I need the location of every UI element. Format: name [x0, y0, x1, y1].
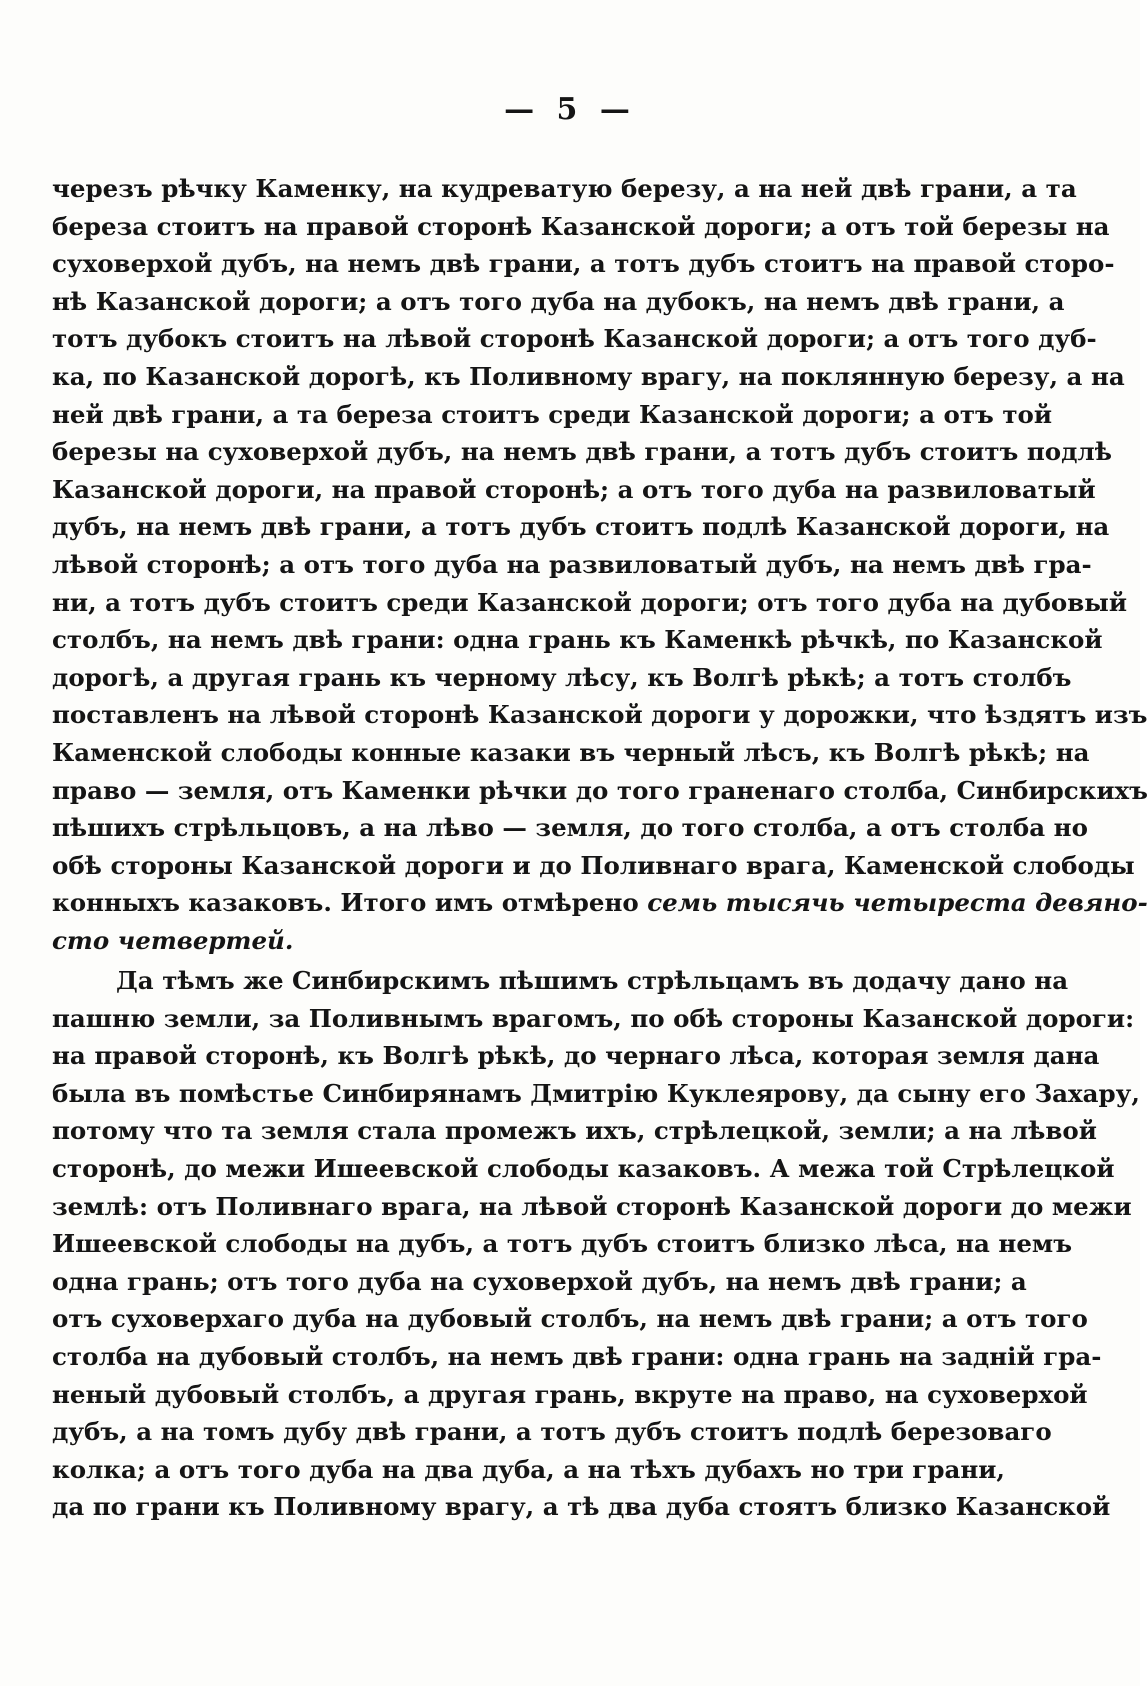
- text-line: потому что та земля стала промежъ ихъ, стрѣлецкой, земли; а на лѣвой: [52, 1116, 1097, 1146]
- italic-text-segment: семь тысячь четыреста девяно-: [647, 888, 1148, 918]
- text-line: одна грань; отъ того дуба на суховерхой дубъ, на немъ двѣ грани; а: [52, 1266, 1027, 1296]
- text-line: Каменской слободы конные казаки въ черный лѣсъ, къ Волгѣ рѣкѣ; на: [52, 737, 1090, 767]
- text-line-closing: сто четвертей.: [52, 925, 294, 955]
- text-line: черезъ рѣчку Каменку, на кудреватую березу, а на ней двѣ грани, а та: [52, 174, 1077, 203]
- text-line: ней двѣ грани, а та береза стоитъ среди Казанской дороги; а отъ той: [52, 399, 1053, 429]
- text-line: пѣшихъ стрѣльцовъ, а на лѣво — земля, до того столба, а отъ столба но: [52, 813, 1088, 843]
- text-line: суховерхой дубъ, на немъ двѣ грани, а тотъ дубъ стоитъ на правой сторо-: [52, 249, 1115, 279]
- text-line: дубъ, а на томъ дубу двѣ грани, а тотъ дубъ стоитъ подлѣ березоваго: [52, 1417, 1052, 1447]
- text-line: дорогѣ, а другая грань къ черному лѣсу, къ Волгѣ рѣкѣ; а тотъ столбъ: [52, 662, 1072, 692]
- text-line: ни, а тотъ дубъ стоитъ среди Казанской дороги; отъ того дуба на дубовый: [52, 587, 1128, 617]
- text-line-indented: Да тѣмъ же Синбирскимъ пѣшимъ стрѣльцамъ въ додачу дано на: [116, 966, 1069, 995]
- text-line: колка; а отъ того дуба на два дуба, а на тѣхъ дубахъ но три грани,: [52, 1454, 1005, 1484]
- text-line: береза стоитъ на правой сторонѣ Казанской дороги; а отъ той березы на: [52, 211, 1110, 241]
- text-line: пашню земли, за Поливнымъ врагомъ, по обѣ стороны Казанской дороги:: [52, 1003, 1135, 1033]
- text-line: отъ суховерхаго дуба на дубовый столбъ, на немъ двѣ грани; а отъ того: [52, 1304, 1088, 1334]
- paragraph-1: [52, 170, 1148, 959]
- text-line: березы на суховерхой дубъ, на немъ двѣ грани, а тотъ дубъ стоитъ подлѣ: [52, 437, 1112, 467]
- text-line: право — земля, отъ Каменки рѣчки до того граненаго столба, Синбирскихъ: [52, 775, 1148, 805]
- text-line: Ишеевской слободы на дубъ, а тотъ дубъ стоитъ близко лѣса, на немъ: [52, 1229, 1073, 1259]
- text-segment: конныхъ казаковъ. Итого имъ отмѣрено: [52, 888, 648, 918]
- text-line: дубъ, на немъ двѣ грани, а тотъ дубъ стоитъ подлѣ Казанской дороги, на: [52, 512, 1110, 542]
- text-line: обѣ стороны Казанской дороги и до Поливнаго врага, Каменской слободы: [52, 850, 1135, 880]
- text-line: поставленъ на лѣвой сторонѣ Казанской дороги у дорожки, что ѣздятъ изъ: [52, 700, 1148, 730]
- text-line: столба на дубовый столбъ, на немъ двѣ грани: одна грань на задній гра-: [52, 1341, 1102, 1371]
- text-line: лѣвой сторонѣ; а отъ того дуба на развиловатый дубъ, на немъ двѣ гра-: [52, 549, 1092, 579]
- text-line: столбъ, на немъ двѣ грани: одна грань къ Каменкѣ рѣчкѣ, по Казанской: [52, 625, 1103, 655]
- text-line: была въ помѣстье Синбирянамъ Дмитрію Куклеярову, да сыну его Захару,: [52, 1078, 1140, 1108]
- text-line: ка, по Казанской дорогѣ, къ Поливному врагу, на поклянную березу, а на: [52, 361, 1125, 391]
- text-line: да по грани къ Поливному врагу, а тѣ два дуба стоятъ близко Казанской: [52, 1492, 1111, 1522]
- text-line: Казанской дороги, на правой сторонѣ; а отъ того дуба на развиловатый: [52, 474, 1096, 504]
- text-line: тотъ дубокъ стоитъ на лѣвой сторонѣ Казанской дороги; а отъ того дуб-: [52, 324, 1097, 354]
- paragraph-2: [52, 962, 1140, 1526]
- text-line: землѣ: отъ Поливнаго врага, на лѣвой сторонѣ Казанской дороги до межи: [52, 1191, 1132, 1221]
- text-line: на правой сторонѣ, къ Волгѣ рѣкѣ, до чернаго лѣса, которая земля дана: [52, 1041, 1100, 1071]
- text-line: нѣ Казанской дороги; а отъ того дуба на дубокъ, на немъ двѣ грани, а: [52, 286, 1065, 316]
- text-line: сторонѣ, до межи Ишеевской слободы казаковъ. А межа той Стрѣлецкой: [52, 1153, 1115, 1183]
- page-number: — 5 —: [504, 92, 636, 127]
- text-line: неный дубовый столбъ, а другая грань, вкруте на право, на суховерхой: [52, 1379, 1088, 1409]
- text-line-mixed: [52, 884, 1148, 922]
